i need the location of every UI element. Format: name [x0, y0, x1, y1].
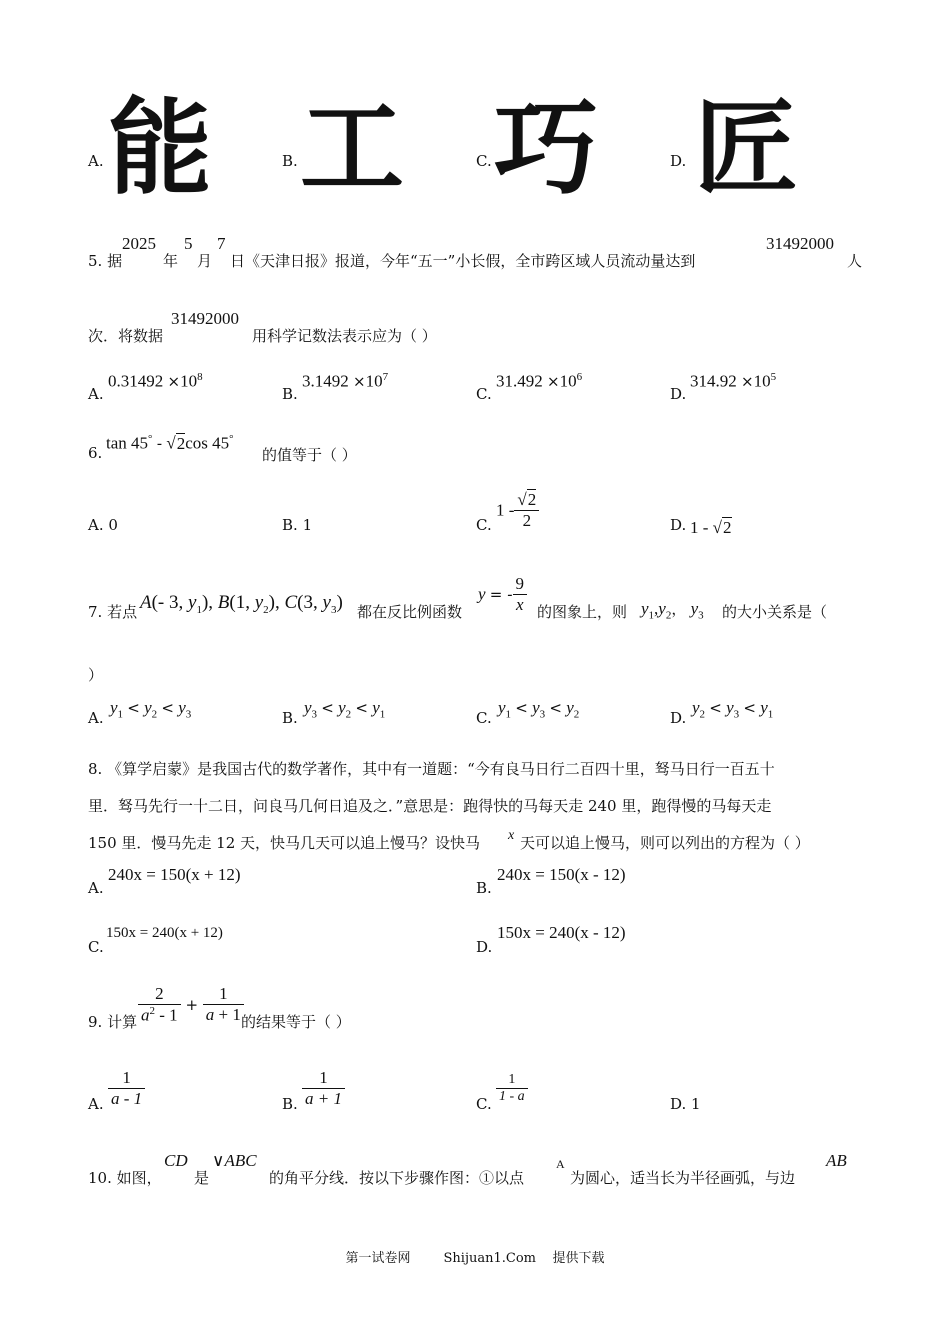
q5-line2-pre: 次．将数据 — [88, 327, 164, 345]
q4-option-a-char: 能 — [108, 87, 213, 209]
q5-option-b: $3.1492 \times 10^7$ — [302, 371, 389, 391]
page-footer: 第一试卷网 Shijuan1.Com 提供下载 — [345, 1251, 605, 1266]
q4-option-b-label: B. — [282, 152, 298, 170]
q8-option-b-label: B. — [476, 879, 492, 897]
q10-point-a: A — [556, 1157, 565, 1171]
q5-unit: 人 — [847, 252, 863, 270]
q10-is: 是 — [194, 1169, 210, 1187]
q4-option-d-char: 匠 — [694, 87, 799, 209]
q5-option-c-label: C. — [476, 385, 492, 403]
q10-pre: 如图， — [116, 1169, 162, 1187]
q10-mid: 的角平分线．按以下步骤作图：①以点 — [269, 1169, 525, 1187]
q9-number: 9. — [88, 1013, 103, 1031]
q7-post2: 的大小关系是（ — [722, 603, 828, 621]
q5-month: 5 — [184, 234, 193, 253]
q7-post: 的图象上，则 — [537, 603, 628, 621]
q9-pre: 计算 — [107, 1013, 138, 1031]
q4-option-d-label: D. — [670, 152, 687, 170]
q5-option-d: $314.92 \times 10^5$ — [690, 371, 777, 391]
q6-expression: tan 45° - √2cos 45° — [106, 433, 234, 453]
q7-function: y = - $\frac{9}{x}$ — [478, 574, 527, 615]
q6-option-d: 1 - √2 — [690, 518, 732, 537]
q7-option-d-label: D. — [670, 709, 687, 727]
q5-pre: 据 — [107, 252, 123, 270]
q5-month-unit: 月 — [197, 252, 213, 270]
q8-line-3b: 天可以追上慢马，则可以列出的方程为（ ） — [520, 834, 810, 852]
q5-day: 7 — [217, 234, 226, 253]
q4-option-c-char: 巧 — [494, 87, 599, 209]
q6-option-a: A. 0 — [88, 516, 118, 534]
q9-option-a-label: A. — [88, 1095, 104, 1113]
q9-post: 的结果等于（ ） — [241, 1013, 351, 1031]
q5-value2: 31492000 — [171, 309, 239, 328]
q5-year-unit: 年 — [163, 252, 179, 270]
q8-option-d: 150x = 240(x - 12) — [497, 923, 626, 942]
q9-option-b-label: B. — [282, 1095, 298, 1113]
q7-option-c-label: C. — [476, 709, 492, 727]
q6-option-c: 1 - $\frac{√2}{2}$ — [496, 490, 539, 531]
q7-close: ） — [88, 666, 104, 684]
q7-option-d: $y_2 < y_3 < y_1$ — [692, 698, 774, 721]
q10-number: 10. — [88, 1169, 112, 1187]
q6-number: 6. — [88, 444, 103, 462]
q5-rest: 日《天津日报》报道，今年“五一”小长假，全市跨区域人员流动量达到 — [230, 252, 696, 270]
q5-option-a-label: A. — [88, 385, 104, 403]
q5-option-b-label: B. — [282, 385, 298, 403]
q5-line2-post: 用科学记数法表示应为（ ） — [252, 327, 437, 345]
q8-line-1: 8. 《算学启蒙》是我国古代的数学著作，其中有一道题：“今有良马日行二百四十里，驽马日行一百五十 — [88, 760, 775, 778]
q7-option-a: $y_1 < y_2 < y_3$ — [110, 698, 192, 721]
q7-vars: $y_1,y_2$， $y_3$ — [641, 599, 704, 622]
q6-option-b: B. 1 — [282, 516, 313, 534]
q7-option-b-label: B. — [282, 709, 298, 727]
q7-option-b: $y_3 < y_2 < y_1$ — [304, 698, 386, 721]
q10-post: 为圆心，适当长为半径画弧，与边 — [570, 1169, 796, 1187]
q6-post: 的值等于（ ） — [262, 446, 357, 464]
q5-option-d-label: D. — [670, 385, 687, 403]
q4-option-a-label: A. — [88, 152, 104, 170]
q7-pre: 若点 — [107, 603, 138, 621]
q10-triangle: ∨ABC — [212, 1151, 257, 1170]
q4-option-b-char: 工 — [300, 87, 405, 209]
q8-option-c-label: C. — [88, 938, 104, 956]
q5-option-c: $31.492 \times 10^6$ — [496, 371, 583, 391]
q8-option-b: 240x = 150(x - 12) — [497, 865, 626, 884]
q7-option-c: $y_1 < y_3 < y_2$ — [498, 698, 580, 721]
q9-expression: $\frac{2}{a^2 - 1}$ + $\frac{1}{a + 1}$ — [138, 984, 244, 1026]
q6-option-c-label: C. — [476, 516, 492, 534]
q5-option-a: $0.31492 \times 10^8$ — [108, 371, 203, 391]
q10-cd: CD — [164, 1151, 188, 1170]
q8-line-2: 里．驽马先行一十二日，问良马几何日追及之．”意思是：跑得快的马每天走 240 里，跑得慢的马每天走 — [88, 797, 772, 815]
q5-number: 5. — [88, 252, 103, 270]
q7-number: 7. — [88, 603, 103, 621]
q8-line-3a: 150 里．慢马先走 12 天，快马几天可以追上慢马？设快马 — [88, 834, 481, 852]
q9-option-a: $\frac{1}{a - 1}$ — [108, 1068, 145, 1109]
q8-option-a: 240x = 150(x + 12) — [108, 865, 241, 884]
q9-option-b: $\frac{1}{a + 1}$ — [302, 1068, 345, 1109]
q9-option-d: D. 1 — [670, 1095, 701, 1113]
q9-option-c: $\frac{1}{1 - a}$ — [496, 1072, 528, 1105]
q7-option-a-label: A. — [88, 709, 104, 727]
q8-variable-x: x — [508, 828, 515, 843]
q7-mid: 都在反比例函数 — [357, 603, 463, 621]
q9-option-c-label: C. — [476, 1095, 492, 1113]
q8-option-c: 150x = 240(x + 12) — [106, 925, 223, 941]
q8-option-d-label: D. — [476, 938, 493, 956]
q5-year: 2025 — [122, 234, 156, 253]
q4-option-c-label: C. — [476, 152, 492, 170]
q7-points: A(- 3, $y_1$), B(1, $y_2$), C(3, $y_3$) — [140, 592, 343, 616]
q8-option-a-label: A. — [88, 879, 104, 897]
q10-ab: AB — [826, 1151, 847, 1170]
q5-value: 31492000 — [766, 234, 834, 253]
q6-option-d-label: D. — [670, 516, 687, 534]
